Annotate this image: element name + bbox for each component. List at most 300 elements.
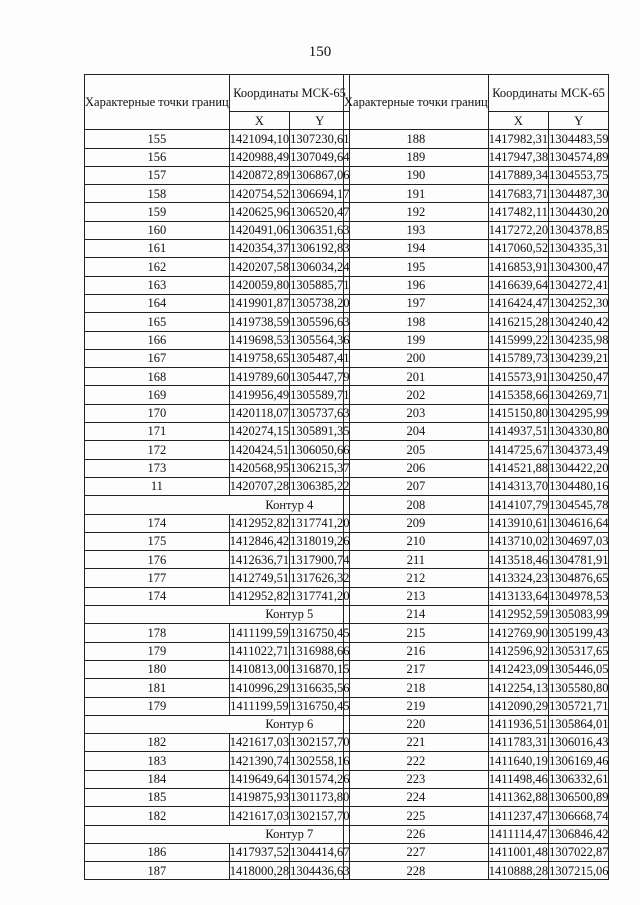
x-cell: 1412254,13 bbox=[488, 679, 548, 697]
x-cell: 1416853,91 bbox=[488, 258, 548, 276]
y-cell: 1304978,53 bbox=[549, 587, 609, 605]
y-cell: 1306034,24 bbox=[290, 258, 350, 276]
y-cell: 1306050,66 bbox=[290, 441, 350, 459]
x-cell: 1419698,53 bbox=[229, 331, 289, 349]
x-cell: 1412769,90 bbox=[488, 624, 548, 642]
x-cell: 1412423,09 bbox=[488, 660, 548, 678]
table-row bbox=[344, 331, 609, 349]
y-cell: 1306385,22 bbox=[290, 477, 350, 495]
point-cell: 175 bbox=[85, 532, 230, 550]
point-cell: 159 bbox=[85, 203, 230, 221]
coordinates-table-right bbox=[343, 74, 609, 880]
y-cell: 1304335,31 bbox=[549, 240, 609, 258]
table-row bbox=[344, 240, 609, 258]
x-cell: 1414521,88 bbox=[488, 459, 548, 477]
table-row bbox=[85, 368, 350, 386]
x-cell: 1411199,59 bbox=[229, 697, 289, 715]
x-cell: 1420059,80 bbox=[229, 276, 289, 294]
table-row bbox=[85, 459, 350, 477]
point-cell: 162 bbox=[85, 258, 230, 276]
point-cell: 182 bbox=[85, 734, 230, 752]
x-cell: 1410996,29 bbox=[229, 679, 289, 697]
table-row bbox=[344, 843, 609, 861]
table-row bbox=[85, 423, 350, 441]
x-cell: 1420568,95 bbox=[229, 459, 289, 477]
x-cell: 1419789,60 bbox=[229, 368, 289, 386]
table-row bbox=[85, 532, 350, 550]
point-cell: 189 bbox=[344, 148, 489, 166]
x-cell: 1420274,15 bbox=[229, 423, 289, 441]
table-row bbox=[344, 441, 609, 459]
point-cell: 171 bbox=[85, 423, 230, 441]
x-cell: 1412749,51 bbox=[229, 569, 289, 587]
point-cell: 192 bbox=[344, 203, 489, 221]
point-cell: 185 bbox=[85, 788, 230, 806]
contour-row bbox=[85, 715, 350, 733]
table-row bbox=[344, 404, 609, 422]
x-cell: 1420754,52 bbox=[229, 185, 289, 203]
point-cell: 215 bbox=[344, 624, 489, 642]
point-cell: 225 bbox=[344, 807, 489, 825]
point-cell: 223 bbox=[344, 770, 489, 788]
point-cell: 210 bbox=[344, 532, 489, 550]
y-cell: 1306215,37 bbox=[290, 459, 350, 477]
y-cell: 1316750,45 bbox=[290, 624, 350, 642]
x-cell: 1420872,89 bbox=[229, 166, 289, 184]
point-cell: 227 bbox=[344, 843, 489, 861]
point-cell: 164 bbox=[85, 294, 230, 312]
table-row bbox=[344, 185, 609, 203]
table-row bbox=[344, 130, 609, 148]
y-cell: 1306500,89 bbox=[549, 788, 609, 806]
table-row bbox=[85, 752, 350, 770]
point-cell: 202 bbox=[344, 386, 489, 404]
table-row bbox=[85, 642, 350, 660]
y-cell: 1305580,80 bbox=[549, 679, 609, 697]
contour-label: Контур 7 bbox=[229, 825, 350, 843]
point-cell: 190 bbox=[344, 166, 489, 184]
contour-label: Контур 6 bbox=[229, 715, 350, 733]
y-cell: 1307022,87 bbox=[549, 843, 609, 861]
table-row bbox=[85, 294, 350, 312]
table-row bbox=[85, 807, 350, 825]
point-cell: 167 bbox=[85, 349, 230, 367]
table-body-right bbox=[344, 130, 609, 880]
y-cell: 1306694,17 bbox=[290, 185, 350, 203]
header-points: Характерные точки границ bbox=[85, 75, 230, 130]
y-cell: 1304378,85 bbox=[549, 221, 609, 239]
table-row bbox=[344, 752, 609, 770]
point-cell: 198 bbox=[344, 313, 489, 331]
contour-label: Контур 5 bbox=[229, 606, 350, 624]
point-cell: 222 bbox=[344, 752, 489, 770]
y-cell: 1305737,63 bbox=[290, 404, 350, 422]
table-row bbox=[85, 679, 350, 697]
y-cell: 1304300,47 bbox=[549, 258, 609, 276]
y-cell: 1317741,20 bbox=[290, 514, 350, 532]
x-cell: 1420207,58 bbox=[229, 258, 289, 276]
table-row bbox=[85, 697, 350, 715]
point-cell: 212 bbox=[344, 569, 489, 587]
table-row bbox=[344, 569, 609, 587]
y-cell: 1304295,99 bbox=[549, 404, 609, 422]
x-cell: 1411498,46 bbox=[488, 770, 548, 788]
y-cell: 1304553,75 bbox=[549, 166, 609, 184]
point-cell: 183 bbox=[85, 752, 230, 770]
table-row bbox=[85, 130, 350, 148]
x-cell: 1413324,23 bbox=[488, 569, 548, 587]
point-cell: 197 bbox=[344, 294, 489, 312]
x-cell: 1414937,51 bbox=[488, 423, 548, 441]
header-x: X bbox=[488, 112, 548, 130]
point-cell: 169 bbox=[85, 386, 230, 404]
point-cell: 161 bbox=[85, 240, 230, 258]
x-cell: 1412090,29 bbox=[488, 697, 548, 715]
x-cell: 1420354,37 bbox=[229, 240, 289, 258]
page-number: 150 bbox=[308, 44, 332, 60]
x-cell: 1412952,82 bbox=[229, 514, 289, 532]
point-cell: 217 bbox=[344, 660, 489, 678]
table-row bbox=[85, 349, 350, 367]
table-row bbox=[344, 660, 609, 678]
point-cell: 226 bbox=[344, 825, 489, 843]
point-cell: 174 bbox=[85, 514, 230, 532]
table-row bbox=[344, 862, 609, 880]
table-row bbox=[344, 496, 609, 514]
point-cell: 216 bbox=[344, 642, 489, 660]
y-cell: 1316870,15 bbox=[290, 660, 350, 678]
point-cell: 168 bbox=[85, 368, 230, 386]
x-cell: 1420491,06 bbox=[229, 221, 289, 239]
table-row bbox=[85, 514, 350, 532]
point-cell: 180 bbox=[85, 660, 230, 678]
table-row bbox=[344, 697, 609, 715]
y-cell: 1304272,41 bbox=[549, 276, 609, 294]
point-cell: 208 bbox=[344, 496, 489, 514]
point-cell: 156 bbox=[85, 148, 230, 166]
table-row bbox=[344, 642, 609, 660]
y-cell: 1306016,43 bbox=[549, 734, 609, 752]
point-cell: 224 bbox=[344, 788, 489, 806]
y-cell: 1302157,70 bbox=[290, 734, 350, 752]
table-row bbox=[344, 514, 609, 532]
table-row bbox=[85, 386, 350, 404]
x-cell: 1417937,52 bbox=[229, 843, 289, 861]
y-cell: 1316988,66 bbox=[290, 642, 350, 660]
table-row bbox=[344, 734, 609, 752]
y-cell: 1306867,06 bbox=[290, 166, 350, 184]
x-cell: 1421617,03 bbox=[229, 807, 289, 825]
x-cell: 1415573,91 bbox=[488, 368, 548, 386]
y-cell: 1305891,35 bbox=[290, 423, 350, 441]
table-row bbox=[85, 331, 350, 349]
x-cell: 1413710,02 bbox=[488, 532, 548, 550]
table-row bbox=[85, 240, 350, 258]
x-cell: 1417683,71 bbox=[488, 185, 548, 203]
y-cell: 1302558,16 bbox=[290, 752, 350, 770]
table-row bbox=[344, 606, 609, 624]
point-cell: 211 bbox=[344, 551, 489, 569]
x-cell: 1419649,64 bbox=[229, 770, 289, 788]
table-row bbox=[344, 294, 609, 312]
x-cell: 1411640,19 bbox=[488, 752, 548, 770]
y-cell: 1305721,71 bbox=[549, 697, 609, 715]
y-cell: 1304269,71 bbox=[549, 386, 609, 404]
table-row bbox=[85, 185, 350, 203]
y-cell: 1305596,63 bbox=[290, 313, 350, 331]
table-row bbox=[344, 788, 609, 806]
y-cell: 1304235,98 bbox=[549, 331, 609, 349]
y-cell: 1304545,78 bbox=[549, 496, 609, 514]
table-row bbox=[344, 166, 609, 184]
table-row bbox=[344, 459, 609, 477]
point-cell: 157 bbox=[85, 166, 230, 184]
table-row bbox=[85, 166, 350, 184]
point-cell: 206 bbox=[344, 459, 489, 477]
y-cell: 1304574,89 bbox=[549, 148, 609, 166]
table-row bbox=[85, 624, 350, 642]
y-cell: 1305487,41 bbox=[290, 349, 350, 367]
header-points: Характерные точки границ bbox=[344, 75, 489, 130]
table-row bbox=[85, 862, 350, 880]
table-row bbox=[85, 551, 350, 569]
y-cell: 1304239,21 bbox=[549, 349, 609, 367]
y-cell: 1305589,71 bbox=[290, 386, 350, 404]
x-cell: 1412952,82 bbox=[229, 587, 289, 605]
x-cell: 1418000,28 bbox=[229, 862, 289, 880]
x-cell: 1417060,52 bbox=[488, 240, 548, 258]
point-cell: 179 bbox=[85, 642, 230, 660]
y-cell: 1305738,20 bbox=[290, 294, 350, 312]
x-cell: 1413133,64 bbox=[488, 587, 548, 605]
y-cell: 1306332,61 bbox=[549, 770, 609, 788]
y-cell: 1304422,20 bbox=[549, 459, 609, 477]
table-row bbox=[85, 441, 350, 459]
y-cell: 1304436,63 bbox=[290, 862, 350, 880]
table-row bbox=[344, 276, 609, 294]
x-cell: 1414313,70 bbox=[488, 477, 548, 495]
x-cell: 1416215,28 bbox=[488, 313, 548, 331]
point-cell: 160 bbox=[85, 221, 230, 239]
point-cell: 163 bbox=[85, 276, 230, 294]
x-cell: 1412636,71 bbox=[229, 551, 289, 569]
y-cell: 1307215,06 bbox=[549, 862, 609, 880]
y-cell: 1304373,49 bbox=[549, 441, 609, 459]
x-cell: 1413518,46 bbox=[488, 551, 548, 569]
x-cell: 1419901,87 bbox=[229, 294, 289, 312]
header-coordinates: Координаты МСК-65 bbox=[488, 75, 609, 112]
header-y: Y bbox=[549, 112, 609, 130]
y-cell: 1301173,80 bbox=[290, 788, 350, 806]
x-cell: 1411114,47 bbox=[488, 825, 548, 843]
y-cell: 1304240,42 bbox=[549, 313, 609, 331]
y-cell: 1305447,79 bbox=[290, 368, 350, 386]
y-cell: 1306520,47 bbox=[290, 203, 350, 221]
x-cell: 1420625,96 bbox=[229, 203, 289, 221]
table-row bbox=[344, 587, 609, 605]
table-row bbox=[85, 148, 350, 166]
table-row bbox=[344, 624, 609, 642]
table-row bbox=[344, 807, 609, 825]
x-cell: 1420424,51 bbox=[229, 441, 289, 459]
point-cell: 173 bbox=[85, 459, 230, 477]
y-cell: 1305083,99 bbox=[549, 606, 609, 624]
y-cell: 1304697,03 bbox=[549, 532, 609, 550]
table-row bbox=[85, 660, 350, 678]
table-row bbox=[344, 679, 609, 697]
table-row bbox=[344, 477, 609, 495]
x-cell: 1411936,51 bbox=[488, 715, 548, 733]
point-cell: 165 bbox=[85, 313, 230, 331]
x-cell: 1415789,73 bbox=[488, 349, 548, 367]
point-cell: 213 bbox=[344, 587, 489, 605]
table-row bbox=[85, 313, 350, 331]
point-cell: 205 bbox=[344, 441, 489, 459]
table-row bbox=[344, 715, 609, 733]
y-cell: 1304330,80 bbox=[549, 423, 609, 441]
y-cell: 1302157,70 bbox=[290, 807, 350, 825]
point-cell: 177 bbox=[85, 569, 230, 587]
table-row bbox=[344, 386, 609, 404]
y-cell: 1305199,43 bbox=[549, 624, 609, 642]
point-cell: 184 bbox=[85, 770, 230, 788]
y-cell: 1306351,63 bbox=[290, 221, 350, 239]
point-cell: 186 bbox=[85, 843, 230, 861]
x-cell: 1414725,67 bbox=[488, 441, 548, 459]
point-cell: 188 bbox=[344, 130, 489, 148]
header-y: Y bbox=[290, 112, 350, 130]
y-cell: 1306169,46 bbox=[549, 752, 609, 770]
x-cell: 1411199,59 bbox=[229, 624, 289, 642]
table-row bbox=[85, 404, 350, 422]
contour-row bbox=[85, 825, 350, 843]
table-row bbox=[344, 203, 609, 221]
y-cell: 1304483,59 bbox=[549, 130, 609, 148]
point-cell: 201 bbox=[344, 368, 489, 386]
table-row bbox=[85, 587, 350, 605]
point-cell: 187 bbox=[85, 862, 230, 880]
contour-spacer bbox=[85, 606, 230, 624]
x-cell: 1419758,65 bbox=[229, 349, 289, 367]
x-cell: 1417272,20 bbox=[488, 221, 548, 239]
y-cell: 1304781,91 bbox=[549, 551, 609, 569]
table-row bbox=[85, 258, 350, 276]
y-cell: 1304876,65 bbox=[549, 569, 609, 587]
point-cell: 209 bbox=[344, 514, 489, 532]
point-cell: 172 bbox=[85, 441, 230, 459]
y-cell: 1317741,20 bbox=[290, 587, 350, 605]
x-cell: 1410888,28 bbox=[488, 862, 548, 880]
table-row bbox=[344, 148, 609, 166]
x-cell: 1412846,42 bbox=[229, 532, 289, 550]
table-row bbox=[344, 349, 609, 367]
point-cell: 218 bbox=[344, 679, 489, 697]
table-row bbox=[85, 221, 350, 239]
table-row bbox=[85, 477, 350, 495]
point-cell: 199 bbox=[344, 331, 489, 349]
y-cell: 1306846,42 bbox=[549, 825, 609, 843]
table-row bbox=[85, 569, 350, 587]
contour-spacer bbox=[85, 825, 230, 843]
x-cell: 1421390,74 bbox=[229, 752, 289, 770]
point-cell: 221 bbox=[344, 734, 489, 752]
x-cell: 1412952,59 bbox=[488, 606, 548, 624]
point-cell: 191 bbox=[344, 185, 489, 203]
x-cell: 1419875,93 bbox=[229, 788, 289, 806]
table-row bbox=[85, 770, 350, 788]
x-cell: 1419738,59 bbox=[229, 313, 289, 331]
table-body-left bbox=[85, 130, 350, 880]
point-cell: 178 bbox=[85, 624, 230, 642]
contour-row bbox=[85, 606, 350, 624]
x-cell: 1420707,28 bbox=[229, 477, 289, 495]
y-cell: 1317900,74 bbox=[290, 551, 350, 569]
y-cell: 1304616,64 bbox=[549, 514, 609, 532]
point-cell: 155 bbox=[85, 130, 230, 148]
point-cell: 195 bbox=[344, 258, 489, 276]
table-row bbox=[85, 203, 350, 221]
point-cell: 193 bbox=[344, 221, 489, 239]
point-cell: 220 bbox=[344, 715, 489, 733]
header-x: X bbox=[229, 112, 289, 130]
y-cell: 1305317,65 bbox=[549, 642, 609, 660]
point-cell: 207 bbox=[344, 477, 489, 495]
y-cell: 1306668,74 bbox=[549, 807, 609, 825]
x-cell: 1411362,88 bbox=[488, 788, 548, 806]
point-cell: 174 bbox=[85, 587, 230, 605]
x-cell: 1416639,64 bbox=[488, 276, 548, 294]
point-cell: 228 bbox=[344, 862, 489, 880]
contour-spacer bbox=[85, 715, 230, 733]
y-cell: 1316750,45 bbox=[290, 697, 350, 715]
x-cell: 1421617,03 bbox=[229, 734, 289, 752]
table-row bbox=[344, 258, 609, 276]
point-cell: 204 bbox=[344, 423, 489, 441]
point-cell: 194 bbox=[344, 240, 489, 258]
x-cell: 1417947,38 bbox=[488, 148, 548, 166]
point-cell: 219 bbox=[344, 697, 489, 715]
x-cell: 1421094,10 bbox=[229, 130, 289, 148]
y-cell: 1307230,61 bbox=[290, 130, 350, 148]
x-cell: 1419956,49 bbox=[229, 386, 289, 404]
x-cell: 1415999,22 bbox=[488, 331, 548, 349]
y-cell: 1301574,26 bbox=[290, 770, 350, 788]
x-cell: 1415358,66 bbox=[488, 386, 548, 404]
table-row bbox=[344, 368, 609, 386]
table-row bbox=[85, 843, 350, 861]
y-cell: 1304250,47 bbox=[549, 368, 609, 386]
point-cell: 203 bbox=[344, 404, 489, 422]
x-cell: 1413910,61 bbox=[488, 514, 548, 532]
y-cell: 1305864,01 bbox=[549, 715, 609, 733]
contour-label: Контур 4 bbox=[229, 496, 350, 514]
x-cell: 1411783,31 bbox=[488, 734, 548, 752]
table-row bbox=[344, 313, 609, 331]
table-row bbox=[344, 551, 609, 569]
y-cell: 1306192,83 bbox=[290, 240, 350, 258]
x-cell: 1411022,71 bbox=[229, 642, 289, 660]
point-cell: 166 bbox=[85, 331, 230, 349]
x-cell: 1410813,00 bbox=[229, 660, 289, 678]
y-cell: 1318019,26 bbox=[290, 532, 350, 550]
y-cell: 1316635,56 bbox=[290, 679, 350, 697]
x-cell: 1414107,79 bbox=[488, 496, 548, 514]
point-cell: 196 bbox=[344, 276, 489, 294]
x-cell: 1411001,48 bbox=[488, 843, 548, 861]
y-cell: 1305885,71 bbox=[290, 276, 350, 294]
table-row bbox=[344, 770, 609, 788]
point-cell: 170 bbox=[85, 404, 230, 422]
